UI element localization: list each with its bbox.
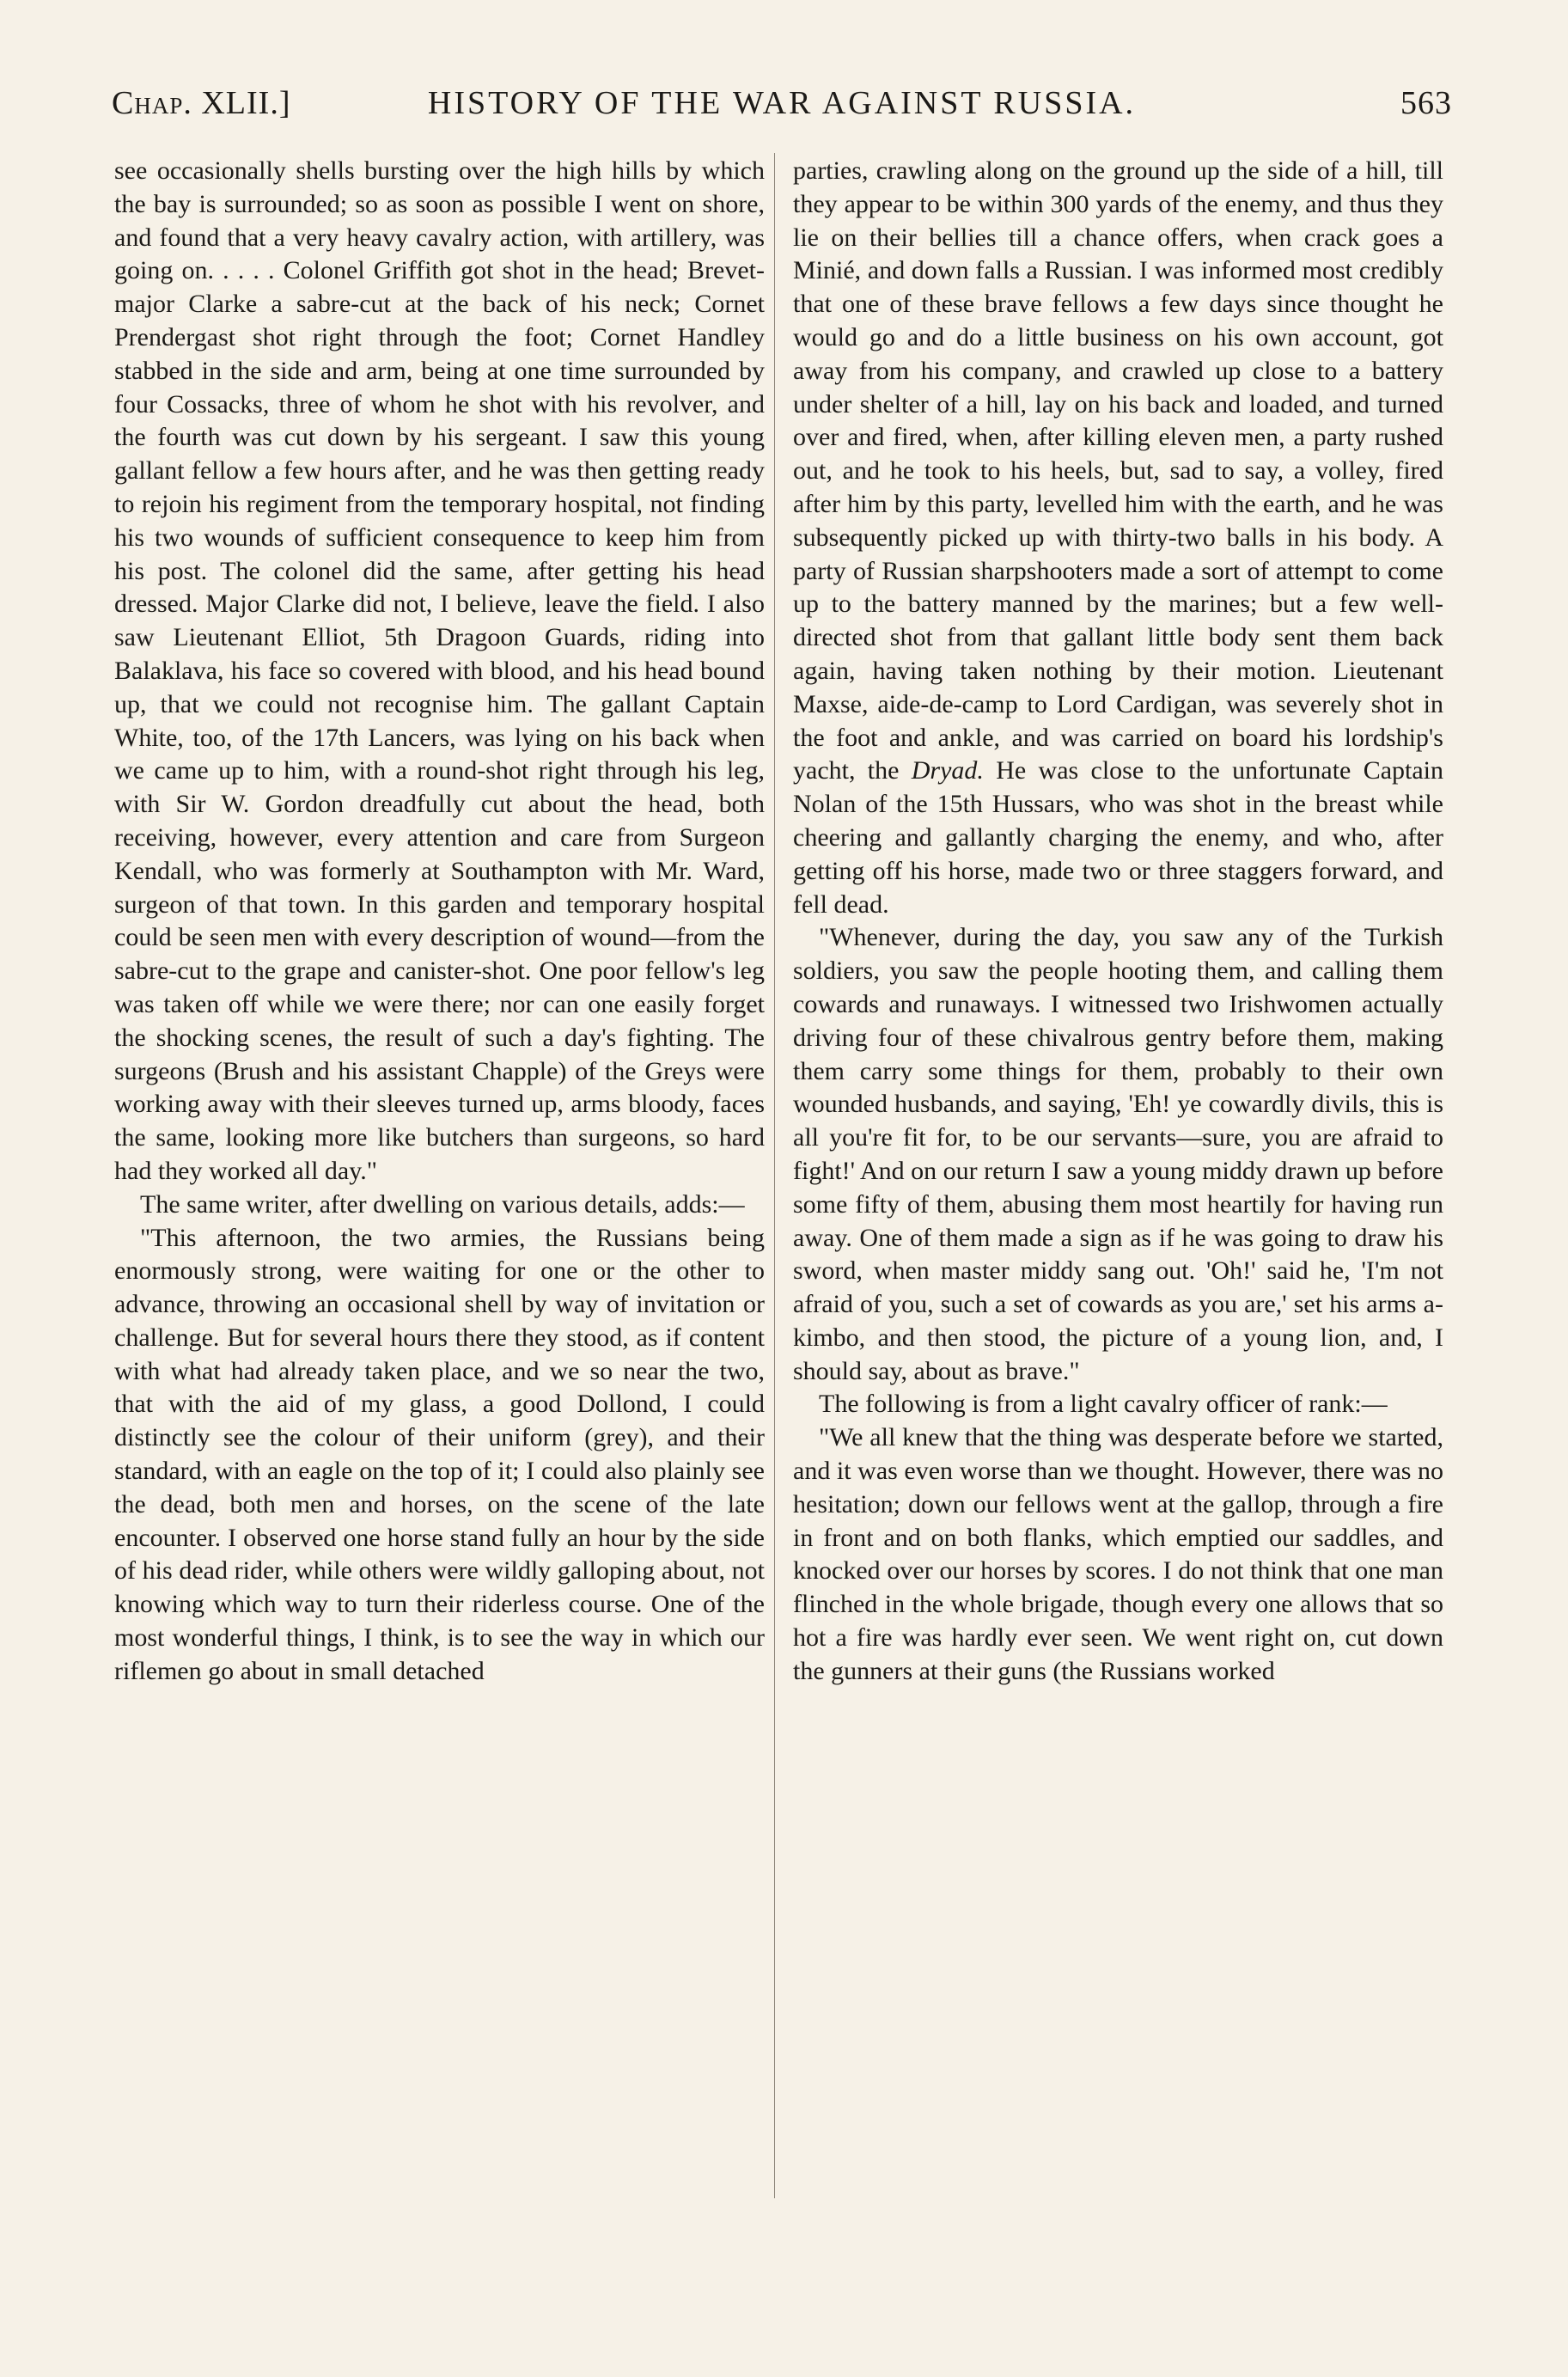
- right-paragraph-3: The following is from a light cavalry officer of rank:—: [819, 1390, 1388, 1419]
- left-paragraph-1: see occasionally shells bursting over the high hills by which the bay is surrounded; so as soon as possible I went on shore, and found that a very heavy cavalry action, with artillery, was going on. . . . . Colonel Griffith got shot in the head; Brevet-major Clarke a sabre-cut at the back of his neck; Cornet Prendergast shot right through the foot; Cornet Handley stabbed in the side and arm, being at one time surrounded by four Cossacks, three of whom he shot with his revolver, and the fourth was cut down by his sergeant. I saw this young gallant fellow a few hours after, and he was then getting ready to rejoin his regiment from the temporary hospital, not finding his two wounds of sufficient consequence to keep him from his post. The colonel did the same, after getting his head dressed. Major Clarke did not, I believe, leave the field. I also saw Lieutenant Elliot, 5th Dragoon Guards, riding into Balaklava, his face so covered with blood, and his head bound up, that we could not recognise him. The gallant Captain White, too, of the 17th Lancers, was lying on his back when we came up to him, with a round-shot right through his leg, with Sir W. Gordon dreadfully cut about the head, both receiving, however, every attention and care from Surgeon Kendall, who was formerly at Southampton with Mr. Ward, surgeon of that town. In this garden and temporary hospital could be seen men with every description of wound—from the sabre-cut to the grape and canister-shot. One poor fellow's leg was taken off while we were there; nor can one easily forget the shocking scenes, the result of such a day's fighting. The surgeons (Brush and his assistant Chapple) of the Greys were working away with their sleeves turned up, arms bloody, faces the same, looking more like butchers than surgeons, so hard had they worked all day.": [114, 156, 765, 1185]
- right-paragraph-1-text: parties, crawling along on the ground up the side of a hill, till they appear to be within 300 yards of the enemy, and thus they lie on their bellies till a chance offers, when crack goes a Minié, and down falls a Russian. I was informed most credibly that one of these brave fellows a few days since thought he would go and do a little business on his own account, got away from his company, and crawled up close to a battery under shelter of a hill, lay on his back and loaded, and turned over and fired, when, after killing eleven men, a party rushed out, and he took to his heels, but, sad to say, a volley, fired after him by this party, levelled him with the earth, and he was subsequently picked up with thirty-two balls in his body. A party of Russian sharpshooters made a sort of attempt to come up to the battery manned by the marines; but a few well-directed shot from that gallant little body sent them back again, having taken nothing by their motion. Lieutenant Maxse, aide-de-camp to Lord Cardigan, was severely shot in the foot and ankle, and was carried on board his lordship's yacht, the: [793, 156, 1443, 785]
- right-paragraph-1: [793, 155, 1443, 921]
- running-title: HISTORY OF THE WAR AGAINST RUSSIA.: [427, 85, 1137, 121]
- left-paragraph-2: The same writer, after dwelling on various details, adds:—: [140, 1189, 745, 1219]
- chapter-label: Chap. XLII.]: [112, 85, 291, 121]
- column-divider: [774, 153, 775, 2198]
- left-column: [114, 155, 765, 1689]
- ship-name: Dryad.: [911, 756, 984, 785]
- running-header: [112, 84, 1452, 136]
- right-paragraph-1-tail: He was close to the unfortunate Captain Nolan of the 15th Hussars, who was shot in the breast while cheering and gallantly charging the enemy, and who, after getting off his horse, made two or three staggers forward, and fell dead.: [793, 756, 1443, 919]
- left-paragraph-3: "This afternoon, the two armies, the Russians being enormously strong, were waiting for one or the other to advance, throwing an occasional shell by way of invitation or challenge. But for several hours there they stood, as if content with what had already taken place, and we so near the two, that with the aid of my glass, a good Dollond, I could distinctly see the colour of their uniform (grey), and their standard, with an eagle on the top of it; I could also plainly see the dead, both men and horses, on the scene of the late encounter. I observed one horse stand fully an hour by the side of his dead rider, while others were wildly galloping about, not knowing which way to turn their riderless course. One of the most wonderful things, I think, is to see the way in which our riflemen go about in small detached: [114, 1223, 765, 1685]
- page-number: 563: [1400, 85, 1452, 121]
- right-column: [793, 155, 1443, 1689]
- right-paragraph-4: "We all knew that the thing was desperate before we started, and it was even worse than we thought. However, there was no hesitation; down our fellows went at the gallop, through a fire in front and on both flanks, which emptied our saddles, and knocked over our horses by scores. I do not think that one man flinched in the whole brigade, though every one allows that so hot a fire was hardly ever seen. We went right on, cut down the gunners at their guns (the Russians worked: [793, 1423, 1443, 1685]
- right-paragraph-2: "Whenever, during the day, you saw any of the Turkish soldiers, you saw the people hooting them, and calling them cowards and runaways. I witnessed two Irishwomen actually driving four of these chivalrous gentry before them, making them carry some things for them, probably to their own wounded husbands, and saying, 'Eh! ye cowardly divils, this is all you're fit for, to be our servants—sure, you are afraid to fight!' And on our return I saw a young middy drawn up before some fifty of them, abusing them most heartily for having run away. One of them made a sign as if he was going to draw his sword, when master middy sang out. 'Oh!' said he, 'I'm not afraid of you, such a set of cowards as you are,' set his arms a-kimbo, and then stood, the picture of a young lion, and, I should say, about as brave.": [793, 923, 1443, 1385]
